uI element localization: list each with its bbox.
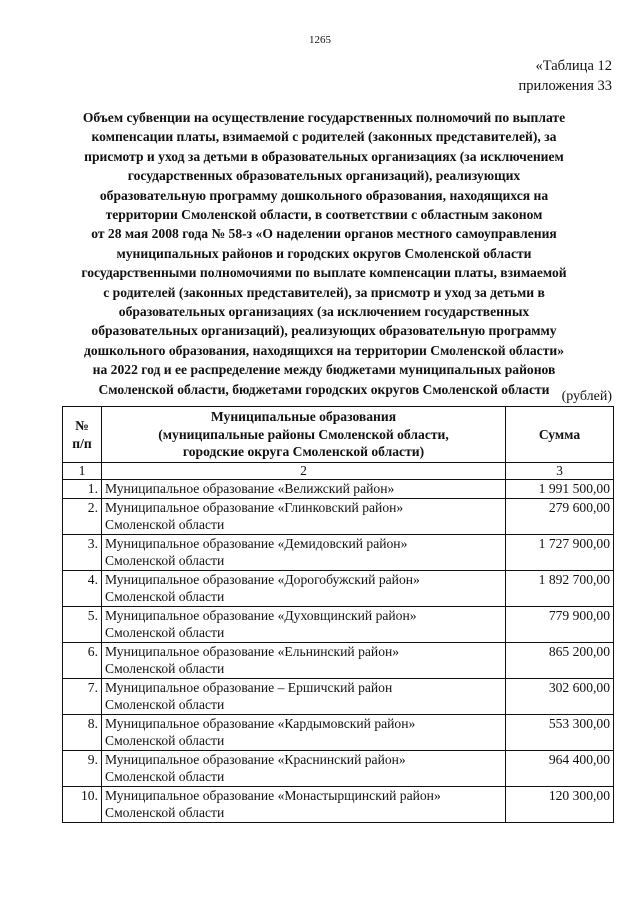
table-row <box>63 498 614 534</box>
municipality-name <box>102 786 506 822</box>
subvention-table <box>62 406 614 823</box>
header-municipality-line-3: городские округа Смоленской области) <box>182 444 425 460</box>
municipality-name <box>102 606 506 642</box>
municipality-name-line-2: Смоленской области <box>105 697 225 712</box>
table-reference <box>519 56 612 96</box>
title-line: Смоленской области, бюджетами городских округов Смоленской области <box>98 381 550 397</box>
row-number: 7. <box>63 678 102 714</box>
subvention-amount: 1 991 500,00 <box>506 480 614 499</box>
subvention-amount: 553 300,00 <box>506 714 614 750</box>
title-line: территории Смоленской области, в соответствии с областным законом <box>105 207 543 223</box>
municipality-name-line-1: Муниципальное образование – Ершичский район <box>105 679 393 695</box>
header-number-line-2: п/п <box>72 435 92 451</box>
title-line: дошкольного образования, находящихся на территории Смоленской области» <box>83 342 565 358</box>
row-number: 8. <box>63 714 102 750</box>
municipality-name-line-2: Смоленской области <box>105 517 225 532</box>
title-line: компенсации платы, взимаемой с родителей (законных представителей), за <box>91 129 557 145</box>
municipality-name-line-2: Смоленской области <box>105 589 225 604</box>
table-row <box>63 606 614 642</box>
title-line: государственными полномочиями по выплате компенсации платы, взимаемой <box>81 265 567 281</box>
header-number-line-1: № <box>75 418 89 433</box>
municipality-name-line-1: Муниципальное образование «Велижский район» <box>105 481 395 496</box>
header-number <box>63 407 102 463</box>
subvention-amount: 279 600,00 <box>506 498 614 534</box>
municipality-name-line-2: Смоленской области <box>105 805 225 820</box>
subvention-amount: 1 727 900,00 <box>506 534 614 570</box>
table-row <box>63 534 614 570</box>
row-number: 6. <box>63 642 102 678</box>
subvention-amount: 1 892 700,00 <box>506 570 614 606</box>
table-row <box>63 642 614 678</box>
row-number: 5. <box>63 606 102 642</box>
header-sum: Сумма <box>506 407 614 463</box>
subvention-amount: 779 900,00 <box>506 606 614 642</box>
municipality-name-line-2: Смоленской области <box>105 733 225 748</box>
municipality-name-line-2: Смоленской области <box>105 625 225 640</box>
municipality-name <box>102 480 506 499</box>
subvention-amount: 964 400,00 <box>506 750 614 786</box>
title-line: образовательную программу дошкольного образования, находящихся на <box>99 187 549 203</box>
header-municipality-line-1: Муниципальные образования <box>210 409 397 425</box>
row-number: 3. <box>63 534 102 570</box>
row-number: 1. <box>63 480 102 499</box>
title-line: присмотр и уход за детьми в образовательных организациях (за исключением <box>84 148 564 164</box>
page-number: 1265 <box>309 34 331 46</box>
municipality-name-line-1: Муниципальное образование «Кардымовский район» <box>105 715 416 731</box>
table-row <box>63 786 614 822</box>
table-row <box>63 480 614 499</box>
subvention-amount: 302 600,00 <box>506 678 614 714</box>
municipality-name <box>102 534 506 570</box>
header-municipality-line-2: (муниципальные районы Смоленской области, <box>158 426 449 442</box>
table-reference-line-1: «Таблица 12 <box>535 58 612 74</box>
municipality-name-line-1: Муниципальное образование «Духовщинский район» <box>105 607 417 623</box>
municipality-name-line-1: Муниципальное образование «Глинковский район» <box>105 499 404 515</box>
municipality-name <box>102 642 506 678</box>
municipality-name <box>102 678 506 714</box>
subvention-amount: 120 300,00 <box>506 786 614 822</box>
title-line: образовательных организаций), реализующих образовательную программу <box>91 323 557 339</box>
document-title <box>40 108 608 399</box>
table-row <box>63 714 614 750</box>
table-reference-line-2: приложения 33 <box>518 78 612 94</box>
row-number: 10. <box>63 786 102 822</box>
municipality-name-line-2: Смоленской области <box>105 661 225 676</box>
municipality-name <box>102 498 506 534</box>
row-number: 9. <box>63 750 102 786</box>
municipality-name-line-2: Смоленской области <box>105 769 225 784</box>
title-line: государственных образовательных организаций), реализующих <box>127 168 521 184</box>
municipality-name-line-1: Муниципальное образование «Краснинский район» <box>105 751 406 767</box>
title-line: образовательных организациях (за исключением государственных <box>118 304 530 320</box>
column-index: 1 <box>63 463 102 480</box>
currency-unit: (рублей) <box>561 389 612 404</box>
column-index: 2 <box>102 463 506 480</box>
municipality-name <box>102 714 506 750</box>
header-municipality <box>102 407 506 463</box>
title-line: Объем субвенции на осуществление государственных полномочий по выплате <box>82 110 566 125</box>
table-row <box>63 570 614 606</box>
table-row <box>63 750 614 786</box>
title-line: муниципальных районов и городских округов Смоленской области <box>116 245 532 261</box>
subvention-amount: 865 200,00 <box>506 642 614 678</box>
row-number: 2. <box>63 498 102 534</box>
municipality-name <box>102 750 506 786</box>
table-header-row <box>63 407 614 463</box>
row-number: 4. <box>63 570 102 606</box>
municipality-name-line-1: Муниципальное образование «Ельнинский район» <box>105 643 400 659</box>
municipality-name-line-1: Муниципальное образование «Дорогобужский район» <box>105 571 420 587</box>
title-line: от 28 мая 2008 года № 58-з «О наделении органов местного самоуправления <box>91 226 557 242</box>
column-index-row <box>63 463 614 480</box>
municipality-name-line-2: Смоленской области <box>105 553 225 568</box>
table-row <box>63 678 614 714</box>
title-line: с родителей (законных представителей), за присмотр и уход за детьми в <box>103 284 545 300</box>
column-index: 3 <box>506 463 614 480</box>
municipality-name-line-1: Муниципальное образование «Демидовский район» <box>105 535 408 551</box>
title-line: на 2022 год и ее распределение между бюджетами муниципальных районов <box>92 362 556 378</box>
municipality-name-line-1: Муниципальное образование «Монастырщинский район» <box>105 787 441 803</box>
municipality-name <box>102 570 506 606</box>
